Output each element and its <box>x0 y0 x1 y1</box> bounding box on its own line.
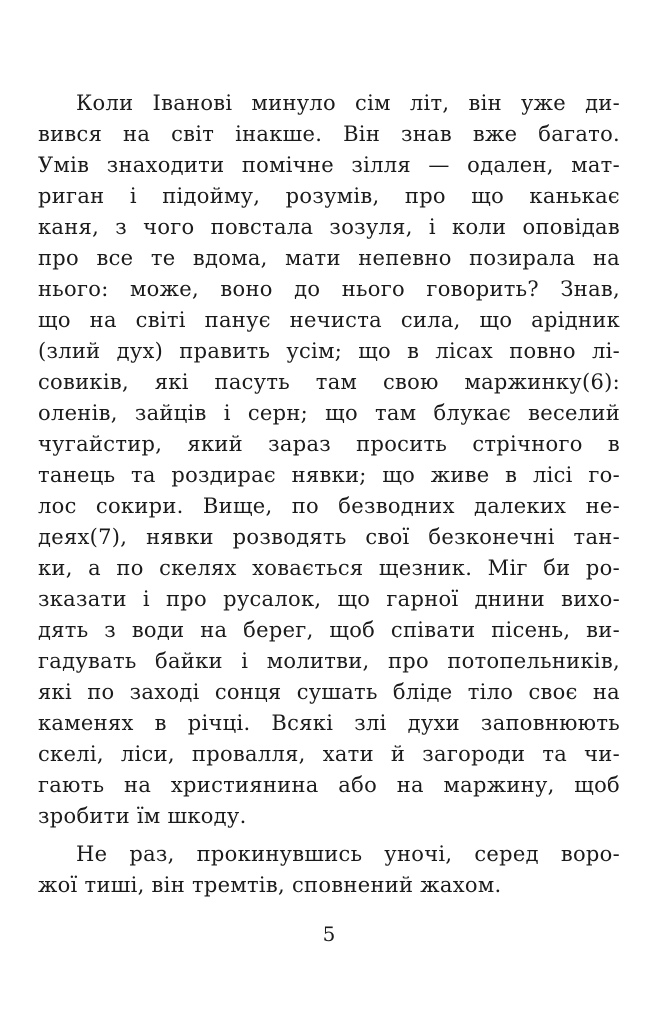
page-number: 5 <box>322 922 336 946</box>
text-line: танець та роздирає нявки; що живе в лісі го- <box>38 463 620 487</box>
text-line: зказати і про русалок, що гарної днини вихо- <box>38 587 620 611</box>
text-body <box>38 88 620 901</box>
text-line: Умів знаходити помічне зілля — одален, мат- <box>38 153 620 177</box>
text-line: гають на християнина або на маржину, щоб <box>38 773 620 797</box>
text-line: Коли Іванові минуло сім літ, він уже ди- <box>76 91 620 115</box>
text-line: каменях в річці. Всякі злі духи заповнюють <box>38 711 620 735</box>
text-line: деях(7), нявки розводять свої безконечні тан- <box>38 525 620 549</box>
text-line: (злий дух) править усім; що в лісах повно лі- <box>38 339 620 363</box>
text-line: про все те вдома, мати непевно позирала на <box>38 246 620 270</box>
text-line: совиків, які пасуть там свою маржинку(6): <box>38 370 620 394</box>
text-line: ки, а по скелях ховається щезник. Міг би ро- <box>38 556 620 580</box>
paragraph <box>38 839 620 901</box>
text-line: риган і підойму, розумів, про що канькає <box>38 184 620 208</box>
text-line: каня, з чого повстала зозуля, і коли оповідав <box>38 215 620 239</box>
text-line: чугайстир, який зараз просить стрічного в <box>38 432 620 456</box>
paragraph <box>38 88 620 832</box>
text-line: гадувать байки і молитви, про потопельників, <box>38 649 620 673</box>
text-line: жої тиші, він тремтів, сповнений жахом. <box>38 873 502 897</box>
text-line: нього: може, воно до нього говорить? Знав, <box>38 277 620 301</box>
text-line: дять з води на берег, щоб співати пісень, ви- <box>38 618 620 642</box>
text-line: вився на світ інакше. Він знав вже багато. <box>38 122 620 146</box>
text-line: скелі, ліси, провалля, хати й загороди та чи- <box>38 742 620 766</box>
text-line: Не раз, прокинувшись уночі, серед воро- <box>76 842 620 866</box>
text-line: зробити їм шкоду. <box>38 804 247 828</box>
text-line: які по заході сонця сушать бліде тіло своє на <box>38 680 620 704</box>
text-line: лос сокири. Вище, по безводних далеких не- <box>38 494 620 518</box>
text-line: оленів, зайців і серн; що там блукає веселий <box>38 401 620 425</box>
text-line: що на світі панує нечиста сила, що арідник <box>38 308 620 332</box>
